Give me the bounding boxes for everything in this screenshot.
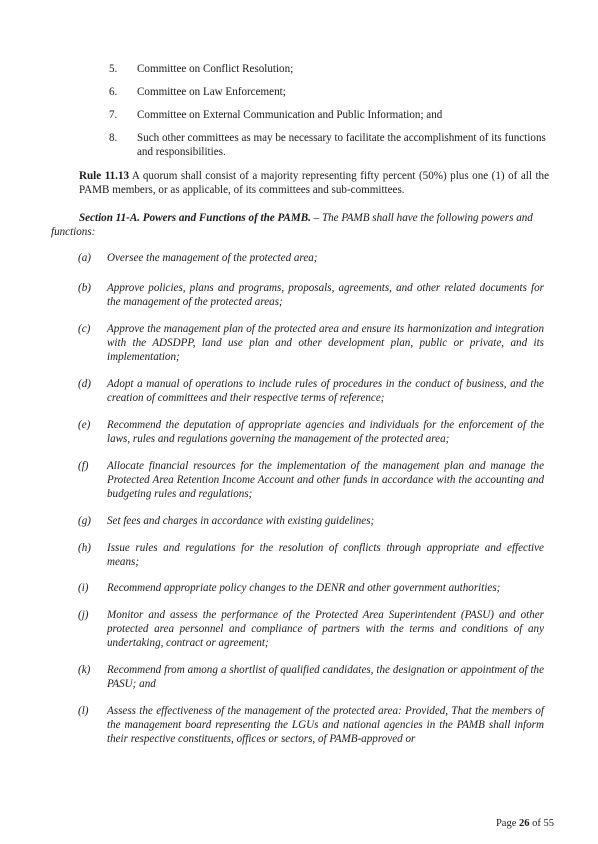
item-number: 8.: [109, 132, 118, 144]
power-item: [78, 377, 544, 405]
page-suffix: of 55: [529, 818, 554, 829]
item-number: 5.: [109, 63, 118, 75]
power-item: [78, 281, 544, 309]
list-item: [109, 131, 549, 159]
committee-list: [109, 62, 549, 168]
power-text: Oversee the management of the protected area;: [107, 252, 318, 264]
page-number: [496, 817, 554, 831]
power-text: Approve policies, plans and programs, proposals, agreements, and other related documents for the management of the protected areas;: [107, 282, 544, 308]
rule-text: A quorum shall consist of a majority representing fifty percent (50%) plus one (1) of all the PAMB members, or as applicable, of its committees and sub-committees.: [79, 170, 550, 196]
power-text: Set fees and charges in accordance with existing guidelines;: [107, 515, 375, 527]
list-item: [109, 85, 549, 99]
power-item: [78, 581, 544, 595]
power-item: [78, 322, 544, 364]
item-text: Committee on Conflict Resolution;: [137, 63, 294, 75]
power-text: Approve the management plan of the protected area and ensure its harmonization and integration with the ADSDPP, land use plan and other development plan, public or private, and its implementation;: [107, 323, 544, 363]
item-text: Committee on Law Enforcement;: [137, 86, 286, 98]
section-intro-text: – The PAMB shall have the following powers and functions:: [51, 212, 533, 238]
power-text: Recommend the deputation of appropriate agencies and individuals for the enforcement of the laws, rules and regulations governing the management of the protected area;: [107, 419, 544, 445]
section-heading: Section 11-A. Powers and Functions of the PAMB.: [79, 212, 311, 224]
list-item: [109, 62, 549, 76]
power-letter: (d): [78, 378, 91, 390]
power-letter: (k): [78, 664, 91, 676]
power-item: [78, 514, 544, 528]
power-letter: (g): [78, 515, 91, 527]
power-text: Assess the effectiveness of the management of the protected area: Provided, That the members of the management board representing the LGUs and national agencies in the PAMB shall inform their respective constituents, offices or sectors, of PAMB-approved or: [107, 705, 544, 745]
item-text: Committee on External Communication and Public Information; and: [137, 109, 443, 121]
rule-label: Rule 11.13: [79, 170, 130, 182]
power-letter: (i): [78, 582, 89, 594]
power-letter: (f): [78, 460, 89, 472]
power-text: Recommend appropriate policy changes to the DENR and other government authorities;: [107, 582, 501, 594]
power-letter: (a): [78, 252, 91, 264]
power-item: [78, 663, 544, 691]
item-number: 7.: [109, 109, 118, 121]
power-text: Monitor and assess the performance of the Protected Area Superintendent (PASU) and other protected area personnel and compliance of partners with the terms and conditions of any undertaking, contract or agreement;: [107, 609, 544, 649]
power-item: [78, 541, 544, 569]
power-letter: (b): [78, 282, 91, 294]
power-item: [78, 459, 544, 501]
rule-paragraph: [79, 169, 549, 197]
power-text: Recommend from among a shortlist of qualified candidates, the designation or appointment of the PASU; and: [107, 664, 544, 690]
section-intro: [51, 211, 549, 239]
current-page: 26: [519, 818, 530, 829]
item-number: 6.: [109, 86, 118, 98]
power-text: Issue rules and regulations for the resolution of conflicts through appropriate and effective means;: [107, 542, 544, 568]
power-letter: (c): [78, 323, 91, 335]
power-item: [78, 608, 544, 650]
page-prefix: Page: [495, 818, 519, 829]
power-item: [78, 418, 544, 446]
item-text: Such other committees as may be necessary to facilitate the accomplishment of its functions and responsibilities.: [137, 132, 546, 158]
power-letter: (l): [78, 705, 89, 717]
power-letter: (e): [78, 419, 91, 431]
power-letter: (h): [78, 542, 91, 554]
power-letter: (j): [78, 609, 89, 621]
power-text: Allocate financial resources for the implementation of the management plan and manage the Protected Area Retention Income Account and other funds in accordance with the accounting and budgeting rules and regulations;: [107, 460, 544, 500]
power-text: Adopt a manual of operations to include rules of procedures in the conduct of business, and the creation of committees and their respective terms of reference;: [107, 378, 544, 404]
power-item: [78, 704, 544, 746]
power-item: [78, 251, 544, 265]
list-item: [109, 108, 549, 122]
